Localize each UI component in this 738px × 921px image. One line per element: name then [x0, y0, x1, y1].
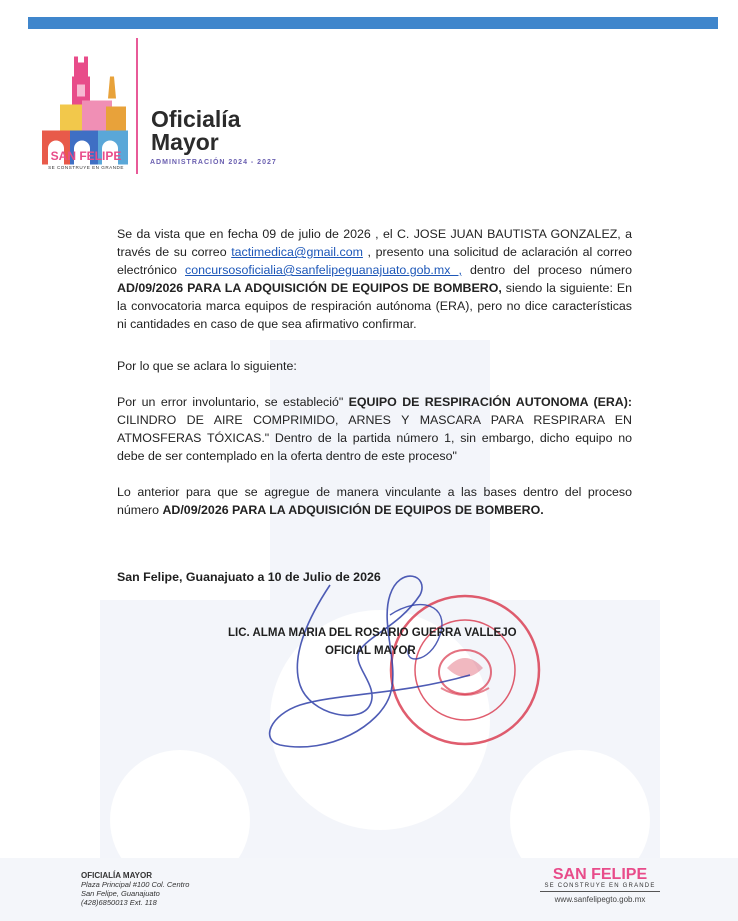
footer-brand: SAN FELIPE [552, 866, 648, 883]
signer-name: LIC. ALMA MARIA DEL ROSARIO GUERRA VALLEJO [228, 627, 517, 639]
administration-period: ADMINISTRACIÓN 2024 - 2027 [150, 159, 277, 166]
footer-address-2: San Felipe, Guanajuato [81, 889, 160, 898]
handwritten-signature-icon [250, 555, 490, 760]
logo-name: SAN FELIPE [50, 149, 122, 163]
p1-text-d: siendo la siguiente: En la convocatoria marca equipos de respiración autónoma (ERA), pero no dice características ni cantidades en caso de que sea afirmativo confirmar. [117, 281, 632, 331]
footer-brand-tagline: SE CONSTRUYE EN GRANDE [540, 883, 660, 892]
footer-office: OFICIALÍA MAYOR [81, 871, 152, 880]
footer-phone: (428)6850013 Ext. 118 [81, 898, 157, 907]
letter-body [117, 225, 632, 533]
p1-text-a: Se da vista que en fecha 09 de julio de 2026 , el C. JOSE JUAN BAUTISTA GONZALEZ, a través de su correo [117, 227, 632, 259]
footer-brand-block [540, 866, 660, 904]
logo-wordmark [40, 150, 132, 170]
top-color-bar [28, 17, 718, 29]
office-title [151, 108, 240, 154]
logo-tagline: SE CONSTRUYE EN GRANDE [48, 165, 124, 170]
footer-website-link[interactable]: www.sanfelipegto.gob.mx [554, 895, 646, 904]
paragraph-request [117, 225, 632, 357]
place-date: San Felipe, Guanajuato a 10 de Julio de 2026 [117, 570, 381, 584]
signer-title: OFICIAL MAYOR [325, 645, 416, 657]
paragraph-clarification-intro: Por lo que se aclara lo siguiente: [117, 359, 297, 373]
footer-address-1: Plaza Principal #100 Col. Centro [81, 880, 190, 889]
process-number: AD/09/2026 PARA LA ADQUISICIÓN DE EQUIPOS DE BOMBERO, [117, 281, 502, 295]
p3-text-b: CILINDRO DE AIRE COMPRIMIDO, ARNES Y MASCARA PARA RESPIRARA EN ATMOSFERAS TÓXICAS." Dentro de la partida número 1, sin embargo, dicho equipo no debe de ser contemplado en la oferta dentro de este proceso" [117, 413, 632, 463]
office-title-line1: Oficialía [151, 106, 241, 132]
applicant-email-link[interactable]: tactimedica@gmail.com [231, 245, 363, 259]
paragraph-binding [117, 483, 632, 533]
equipment-name: EQUIPO DE RESPIRACIÓN AUTONOMA (ERA): [348, 395, 632, 409]
p4-text-a: Lo anterior para que se agregue de manera vinculante a las bases dentro del proceso número [117, 485, 632, 517]
p1-text-b: , presento una solicitud de aclaración al correo electrónico [117, 245, 632, 277]
paragraph-clarification [117, 393, 632, 483]
process-number-2: AD/09/2026 PARA LA ADQUISICIÓN DE EQUIPOS DE BOMBERO. [162, 503, 544, 517]
office-email-link[interactable]: concursosoficialia@sanfelipeguanajuato.gob.mx , [185, 263, 462, 277]
header-divider [136, 38, 138, 174]
office-title-line2: Mayor [151, 129, 219, 155]
footer-address-block [81, 871, 189, 907]
p1-text-c: dentro del proceso número [461, 263, 633, 277]
p3-text-a: Por un error involuntario, se estableció" [117, 395, 349, 409]
